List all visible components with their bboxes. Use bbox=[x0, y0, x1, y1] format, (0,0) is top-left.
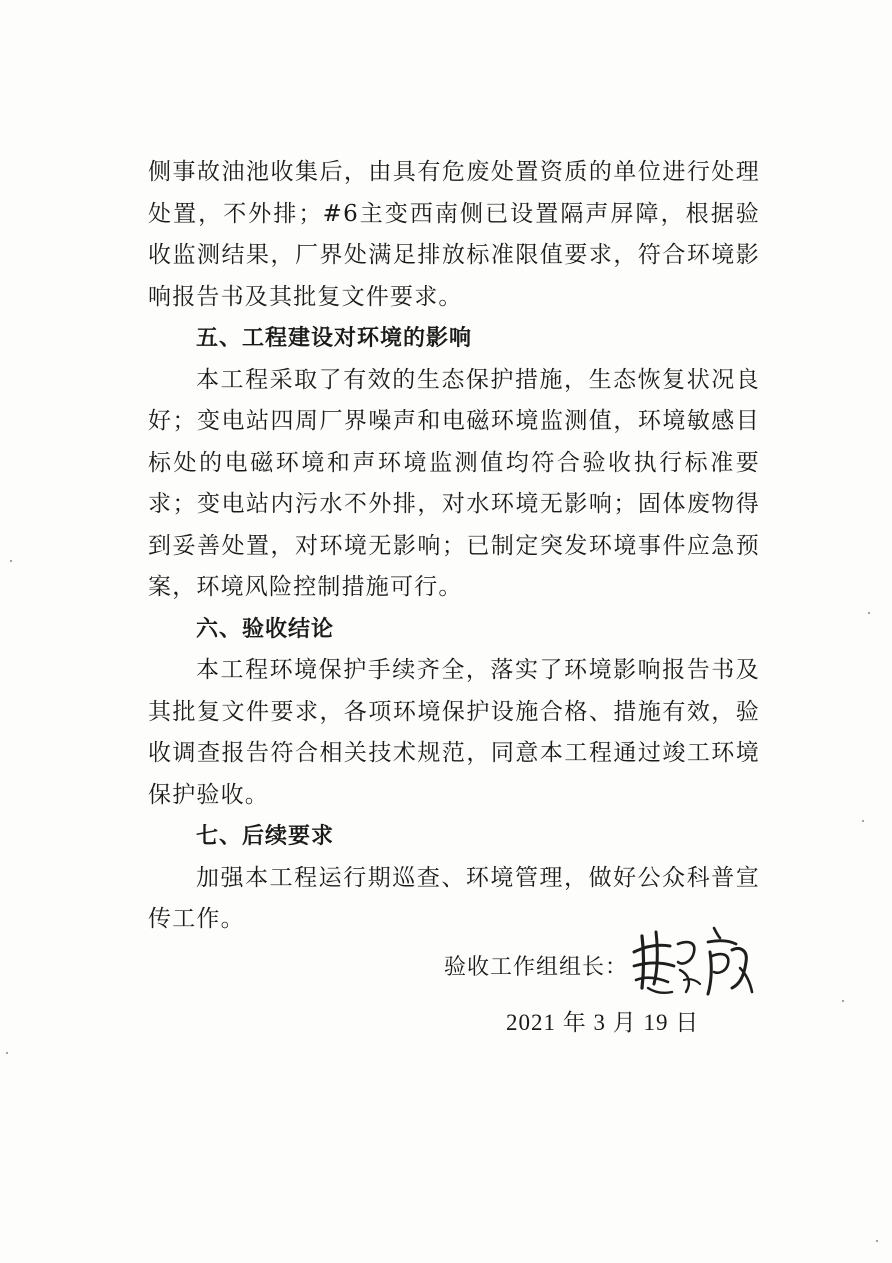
paragraph-environmental-impact: 本工程采取了有效的生态保护措施，生态恢复状况良好；变电站四周厂界噪声和电磁环境监测值，环境敏感目标处的电磁环境和声环境监测值均符合验收执行标准要求；变电站内污水不外排，对水环境无影响；固体废物得到妥善处置，对环境无影响；已制定突发环境事件应急预案，环境风险控制措施可行。 bbox=[148, 366, 760, 600]
scan-speck bbox=[876, 1240, 878, 1242]
scan-speck bbox=[10, 560, 12, 562]
scan-speck bbox=[862, 820, 864, 822]
scan-speck bbox=[6, 1052, 8, 1054]
section-heading-5: 五、工程建设对环境的影响 bbox=[196, 326, 473, 351]
document-date: 2021 年 3 月 19 日 bbox=[506, 1010, 700, 1035]
document-body bbox=[148, 152, 760, 941]
section-heading-7: 七、后续要求 bbox=[196, 824, 335, 849]
paragraph-continuation: 侧事故油池收集后，由具有危废处置资质的单位进行处理处置，不外排；#6主变西南侧已设置隔声屏障，根据验收监测结果，厂界处满足排放标准限值要求，符合环境影响报告书及其批复文件要求。 bbox=[148, 159, 760, 310]
scan-speck bbox=[868, 612, 870, 614]
scan-speck bbox=[842, 1000, 844, 1002]
paragraph-acceptance-conclusion: 本工程环境保护手续齐全，落实了环境影响报告书及其批复文件要求，各项环境保护设施合格、措施有效，验收调查报告符合相关技术规范，同意本工程通过竣工环境保护验收。 bbox=[148, 657, 760, 808]
section-heading-6: 六、验收结论 bbox=[196, 616, 335, 642]
paragraph-follow-up: 加强本工程运行期巡查、环境管理，做好公众科普宣传工作。 bbox=[148, 864, 760, 932]
signature-label: 验收工作组组长： bbox=[444, 955, 629, 980]
handwritten-signature bbox=[628, 922, 758, 1002]
